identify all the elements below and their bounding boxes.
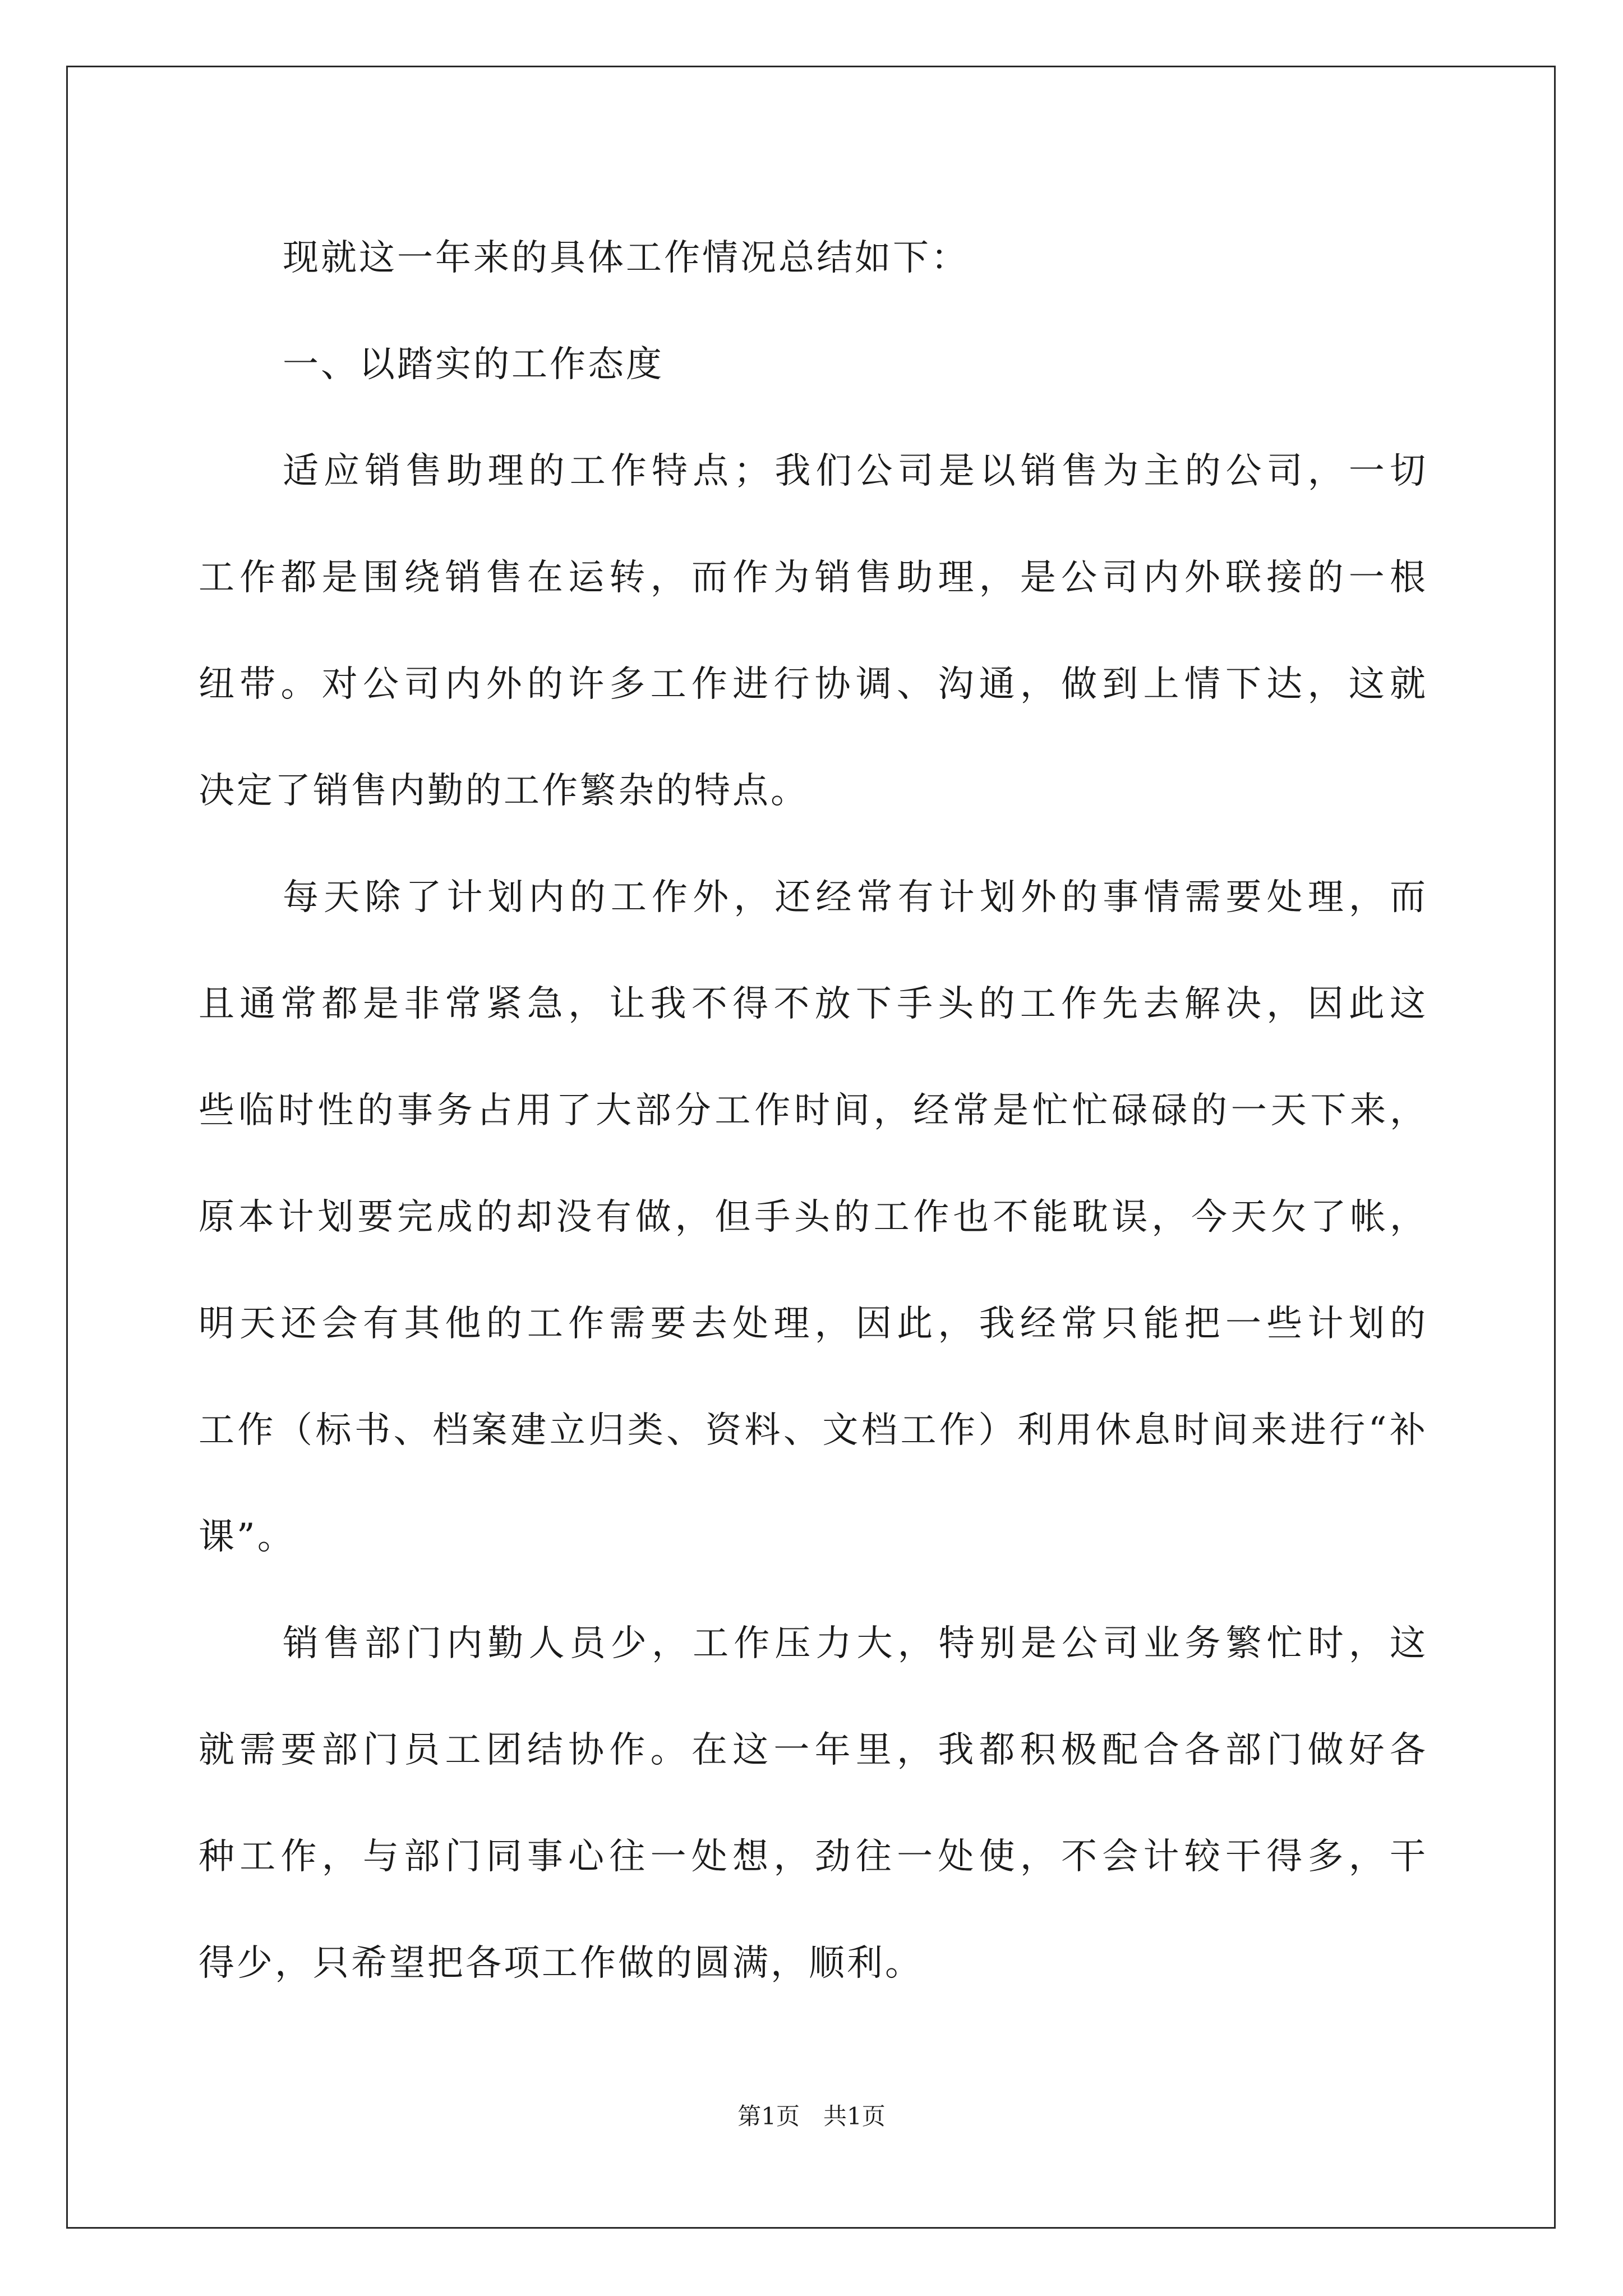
paragraph-line: 些临时性的事务占用了大部分工作时间，经常是忙忙碌碌的一天下来，: [199, 1090, 1426, 1131]
paragraph-line: 明天还会有其他的工作需要去处理，因此，我经常只能把一些计划的: [199, 1303, 1426, 1345]
paragraph-line: 且通常都是非常紧急，让我不得不放下手头的工作先去解决，因此这: [199, 983, 1426, 1025]
paragraph-line: 工作都是围绕销售在运转，而作为销售助理，是公司内外联接的一根: [199, 557, 1426, 599]
paragraph-line: 工作（标书、档案建立归类、资料、文档工作）利用休息时间来进行“补: [199, 1410, 1426, 1451]
section-heading: 一、以踏实的工作态度: [283, 344, 664, 385]
paragraph-line: 适应销售助理的工作特点；我们公司是以销售为主的公司，一切: [283, 450, 1426, 492]
paragraph-line: 课”。: [199, 1516, 296, 1558]
paragraph-line: 原本计划要完成的却没有做，但手头的工作也不能耽误，今天欠了帐，: [199, 1197, 1426, 1238]
paragraph-line: 每天除了计划内的工作外，还经常有计划外的事情需要处理，而: [283, 877, 1426, 918]
page-footer: 第1页 共1页: [737, 2102, 886, 2130]
paragraph-line: 得少，只希望把各项工作做的圆满，顺利。: [199, 1943, 923, 1984]
paragraph-line: 现就这一年来的具体工作情况总结如下：: [283, 237, 969, 279]
paragraph-line: 销售部门内勤人员少，工作压力大，特别是公司业务繁忙时，这: [283, 1623, 1426, 1664]
paragraph-line: 就需要部门员工团结协作。在这一年里，我都积极配合各部门做好各: [199, 1729, 1426, 1771]
paragraph-line: 纽带。对公司内外的许多工作进行协调、沟通，做到上情下达，这就: [199, 664, 1426, 705]
paragraph-line: 种工作，与部门同事心往一处想，劲往一处使，不会计较干得多，干: [199, 1836, 1426, 1878]
paragraph-line: 决定了销售内勤的工作繁杂的特点。: [199, 770, 809, 812]
